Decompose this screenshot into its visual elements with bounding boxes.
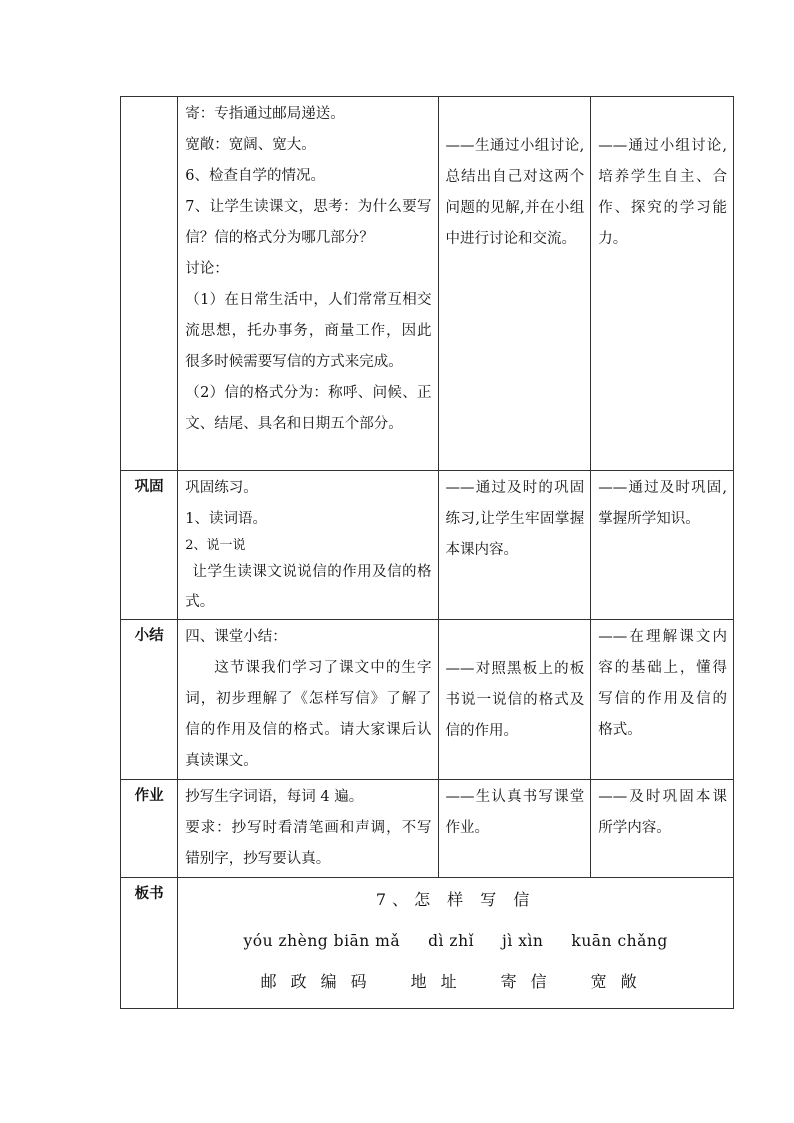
purpose-text: ——在理解课文内容的基础上，懂得写信的作用及信的格式。	[598, 629, 727, 738]
activity-line: 6、检查自学的情况。	[185, 168, 325, 184]
activity-line: 四、课堂小结：	[185, 629, 287, 645]
activity-line: 宽敞：宽阔、宽大。	[185, 137, 316, 153]
board-pinyin: dì zhǐ	[428, 932, 475, 950]
activity-line: 这节课我们学习了课文中的生字词，初步理解了《怎样写信》了解了信的作用及信的格式。请大家课后认真读课文。	[185, 660, 432, 769]
table-row	[121, 878, 734, 1009]
activity-line: 1、读词语。	[185, 511, 267, 527]
activity-line: 讨论：	[185, 261, 229, 277]
table-row	[121, 471, 734, 620]
activity-cell	[178, 780, 438, 878]
board-chars-row	[178, 962, 733, 1002]
student-text: ——生通过小组讨论,总结出自己对这两个问题的见解,并在小组中进行讨论和交流。	[445, 138, 585, 247]
purpose-text: ——及时巩固本课所学内容。	[598, 789, 727, 836]
purpose-cell	[591, 97, 734, 471]
activity-line: 寄：专指通过邮局递送。	[185, 106, 345, 122]
section-label: 巩固	[121, 471, 178, 620]
activity-line: 要求：抄写时看清笔画和声调，不写错别字，抄写要认真。	[185, 820, 432, 867]
board-word: 寄信	[500, 972, 561, 991]
board-pinyin-row	[178, 920, 733, 962]
board-pinyin: yóu zhèng biān mǎ	[243, 932, 401, 950]
activity-line: 巩固练习。	[185, 480, 258, 496]
board-title: 7、怎 样 写 信	[375, 890, 536, 909]
table-row	[121, 620, 734, 780]
activity-line: （1）在日常生活中，人们常常互相交流思想，托办事务，商量工作，因此很多时候需要写信的方式来完成。	[185, 292, 432, 370]
purpose-cell	[591, 471, 734, 620]
table-row	[121, 97, 734, 471]
activity-cell	[178, 471, 438, 620]
activity-cell	[178, 97, 438, 471]
activity-line: 2、说一说	[185, 538, 246, 553]
section-label: 作业	[121, 780, 178, 878]
board-pinyin: kuān chǎng	[571, 932, 668, 950]
student-text: ——对照黑板上的板书说一说信的格式及信的作用。	[445, 661, 585, 739]
student-text: ——通过及时的巩固练习,让学生牢固掌握本课内容。	[445, 480, 585, 558]
student-cell	[438, 97, 591, 471]
activity-line: 7、让学生读课文，思考：为什么要写信？信的格式分为哪几部分？	[185, 199, 432, 246]
student-cell	[438, 620, 591, 780]
activity-line: 抄写生字词语，每词 4 遍。	[185, 789, 364, 805]
purpose-cell	[591, 620, 734, 780]
section-label	[121, 97, 178, 471]
board-word: 地址	[410, 972, 471, 991]
section-label: 小结	[121, 620, 178, 780]
board-word: 宽敞	[590, 972, 651, 991]
purpose-text: ——通过小组讨论,培养学生自主、合作、探究的学习能力。	[598, 138, 727, 247]
purpose-text: ——通过及时巩固,掌握所学知识。	[598, 480, 727, 527]
board-cell	[178, 878, 734, 1009]
student-text: ——生认真书写课堂作业。	[445, 789, 585, 836]
lesson-plan-table	[120, 96, 734, 1009]
board-pinyin: jì xìn	[502, 932, 544, 950]
table-row	[121, 780, 734, 878]
section-label: 板书	[121, 878, 178, 1009]
student-cell	[438, 471, 591, 620]
activity-cell	[178, 620, 438, 780]
board-word: 邮政编码	[260, 972, 381, 991]
activity-line: 让学生读课文说说信的作用及信的格式。	[185, 564, 432, 610]
student-cell	[438, 780, 591, 878]
purpose-cell	[591, 780, 734, 878]
activity-line: （2）信的格式分为：称呼、问候、正文、结尾、具名和日期五个部分。	[185, 385, 432, 432]
